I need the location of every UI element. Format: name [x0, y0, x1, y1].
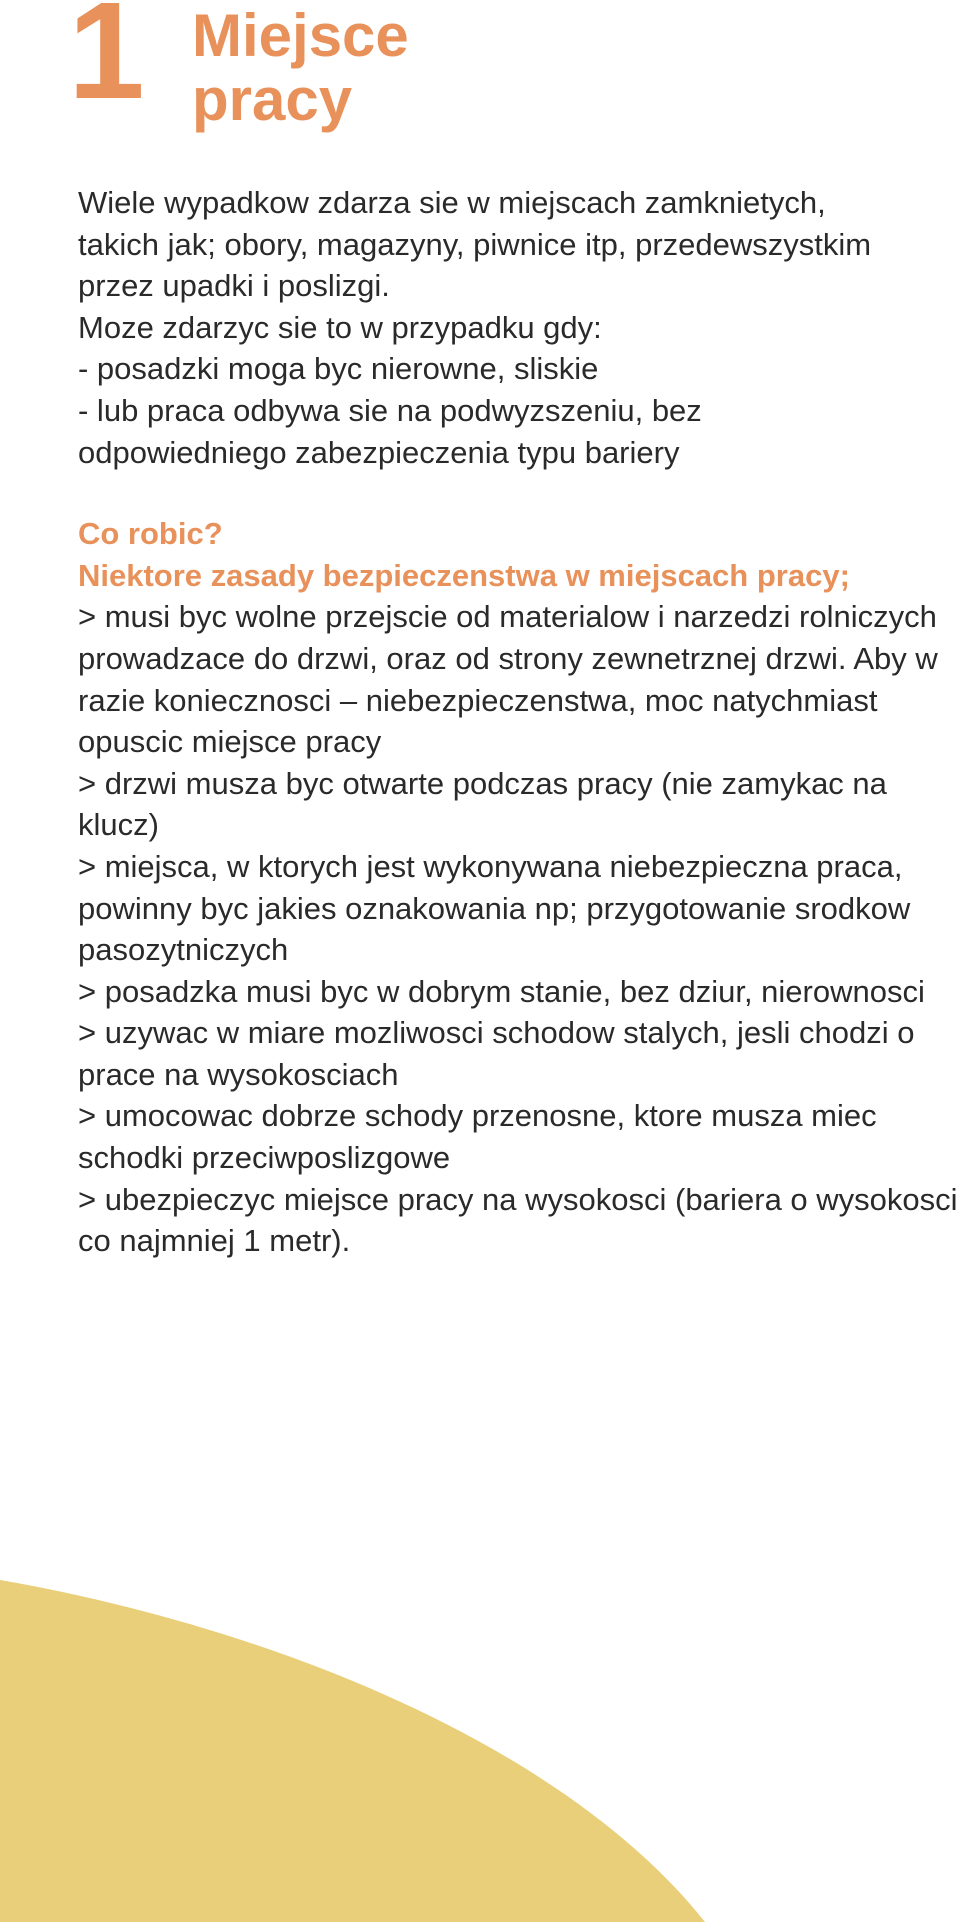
chapter-title: Miejsce pracy	[192, 2, 409, 133]
intro-line: Moze zdarzyc sie to w przypadku gdy:	[78, 309, 602, 345]
intro-line: - lub praca odbywa sie na podwyzszeniu, bez	[78, 392, 702, 428]
safety-rule: > umocowac dobrze schody przenosne, ktore musza miec schodki przeciwposlizgowe	[78, 1098, 877, 1176]
intro-line: - posadzki moga byc nierowne, sliskie	[78, 351, 599, 387]
intro-line: takich jak; obory, magazyny, piwnice itp, przedewszystkim	[78, 226, 872, 262]
section-question: Co robic?	[78, 516, 223, 552]
section-spacer	[78, 473, 958, 513]
safety-rules-list	[78, 596, 958, 1262]
intro-paragraph	[78, 182, 958, 473]
safety-rule: > posadzka musi byc w dobrym stanie, bez dziur, nierownosci	[78, 973, 925, 1009]
section-heading: Niektore zasady bezpieczenstwa w miejscach pracy;	[78, 557, 850, 593]
safety-rule: > musi byc wolne przejscie od materialow i narzedzi rolniczych prowadzace do drzwi, oraz od strony zewnetrznej drzwi. Aby w razie koniecznosci – niebezpieczenstwa, moc natychmiast opuscic miejsce pracy	[78, 599, 938, 760]
intro-line: odpowiedniego zabezpieczenia typu bariery	[78, 434, 680, 470]
intro-line: Wiele wypadkow zdarza sie w miejscach zamknietych,	[78, 185, 826, 220]
safety-rule: > drzwi musza byc otwarte podczas pracy (nie zamykac na klucz)	[78, 765, 887, 843]
intro-line: przez upadki i poslizgi.	[78, 268, 390, 304]
safety-rule: > uzywac w miare mozliwosci schodow stalych, jesli chodzi o prace na wysokosciach	[78, 1015, 915, 1092]
article-body	[78, 182, 958, 1262]
safety-rule: > miejsca, w ktorych jest wykonywana niebezpieczna praca, powinny byc jakies oznakowania np; przygotowanie srodkow pasozytniczych	[78, 848, 911, 968]
chapter-header	[68, 0, 928, 140]
safety-rule: > ubezpieczyc miejsce pracy na wysokosci (bariera o wysokosci co najmniej 1 metr).	[78, 1181, 958, 1259]
decorative-wave-shape	[0, 1570, 960, 1922]
chapter-number: 1	[68, 0, 145, 128]
